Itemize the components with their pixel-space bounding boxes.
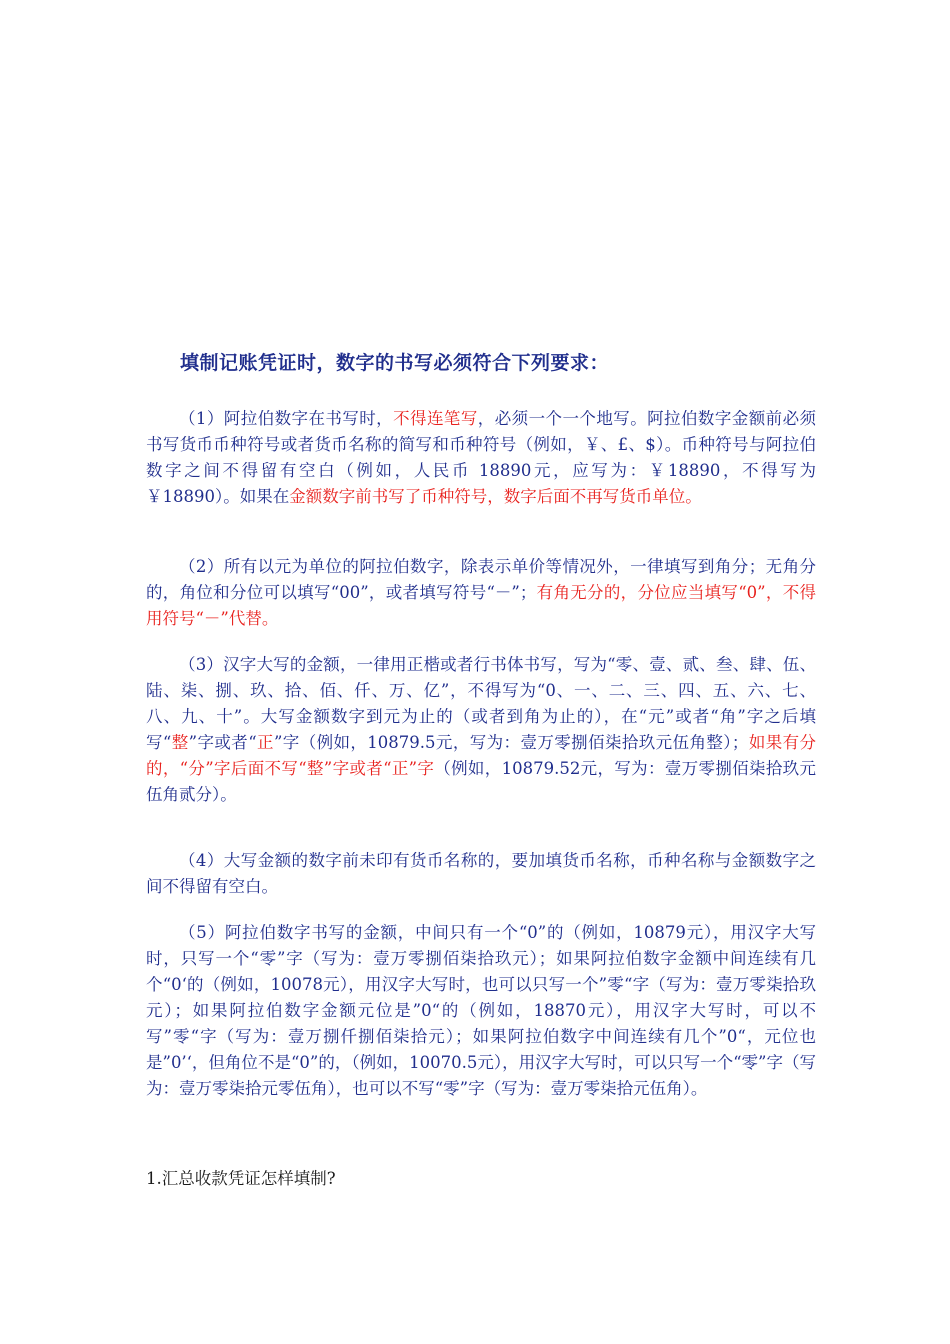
rule-3-highlight: 如果有分的，“分”字后面不写“整”字或者“正”字 <box>146 733 817 778</box>
rule-3-zheng: 整 <box>171 733 189 752</box>
rule-4-paragraph: （4）大写金额的数字前未印有货币名称的，要加填货币名称，币种名称与金额数字之间不得留有空白。 <box>146 851 816 896</box>
rule-3-text: （3）汉字大写的金额，一律用正楷或者行书体书写，写为“零、壹、贰、叁、肆、伍、陆、柒、捌、玖、拾、佰、仟、万、亿”，不得写为“0、一、二、三、四、五、六、七、八、九、十”。大写金额数字到元为止的（或者到角为止的），在“元”或者“角”字之后填写“ <box>146 655 816 752</box>
rule-3-paragraph <box>146 652 816 808</box>
rule-1-text: （1）阿拉伯数字在书写时， <box>179 409 394 428</box>
rule-1-text-cont: ，必须一个一个地写。阿拉伯数字金额前必须书写货币币种符号或者货币名称的简写和币种符号（例如，￥、£、$）。币种符号与阿拉伯数字之间不得留有空白（例如，人民币 18890元，应写为：￥18890，不得写为￥18890）。如果在 <box>146 409 817 506</box>
question-heading: 1.汇总收款凭证怎样填制? <box>146 1169 336 1188</box>
rule-5-paragraph: （5）阿拉伯数字书写的金额，中间只有一个“0”的（例如，10879元），用汉字大写时，只写一个“零”字（写为：壹万零捌佰柒拾玖元）；如果阿拉伯数字金额中间连续有几个“0‘的（例如，10078元），用汉字大写时，也可以只写一个”零“字（写为：壹万零柒拾玖元）；如果阿拉伯数字金额元位是”0“的（例如，18870元），用汉字大写时，可以不写”零“字（写为：壹万捌仟捌佰柒拾元）；如果阿拉伯数字中间连续有几个”0“，元位也是”0’‘，但角位不是“0”的，（例如，10070.5元），用汉字大写时，可以只写一个“零”字（写为：壹万零柒拾元零伍角），也可以不写“零”字（写为：壹万零柒拾元伍角）。 <box>146 923 816 1098</box>
rule-2-text: （2）所有以元为单位的阿拉伯数字，除表示单价等情况外，一律填写到角分；无角分的，角位和分位可以填写“00”，或者填写符号“－”； <box>146 557 816 602</box>
rule-1-highlight-2: 金额数字前书写了币种符号，数字后面不再写货币单位。 <box>289 487 702 506</box>
rule-3-text-2: ”字或者“ <box>188 733 257 752</box>
rule-1-highlight: 不得连笔写 <box>393 409 478 428</box>
rule-3-text-4: （例如，10879.52元，写为：壹万零捌佰柒拾玖元伍角贰分）。 <box>146 759 816 804</box>
rule-3-text-3: ”字（例如，10879.5元，写为：壹万零捌佰柒拾玖元伍角整）； <box>273 733 749 752</box>
section-title: 填制记账凭证时，数字的书写必须符合下列要求： <box>180 352 610 374</box>
rule-3-zheng-2: 正 <box>256 733 274 752</box>
rule-2-paragraph <box>146 554 816 632</box>
rule-2-highlight: 有角无分的，分位应当填写“0”，不得用符号“－”代替。 <box>146 583 816 628</box>
rule-1-paragraph <box>146 406 816 510</box>
